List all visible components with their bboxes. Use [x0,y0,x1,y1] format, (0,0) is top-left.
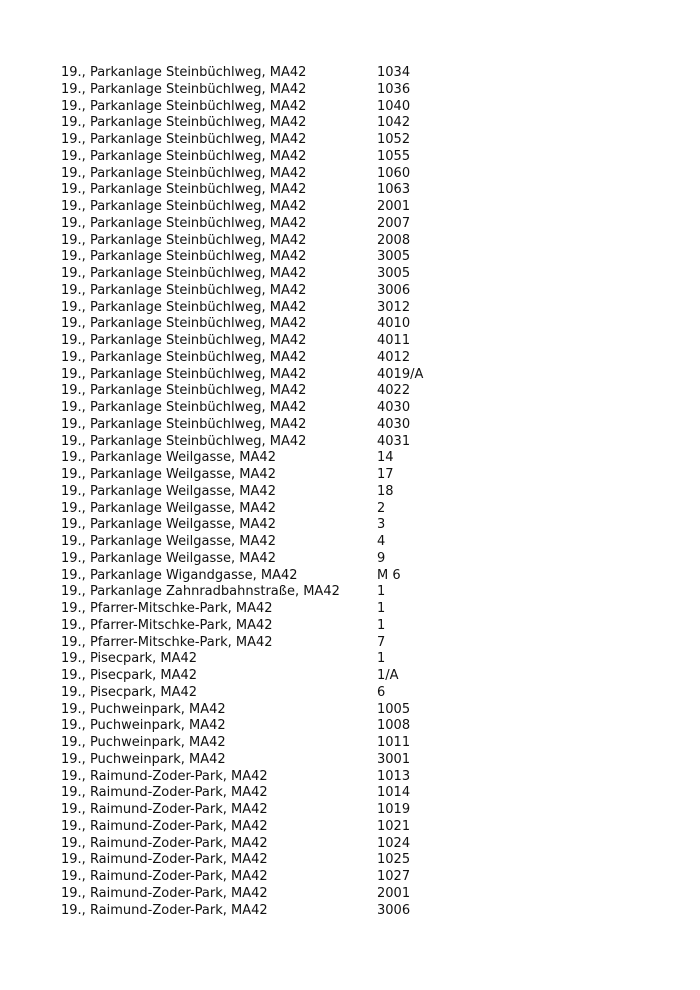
entry-number: 3006 [377,902,411,918]
location-text: 19., Parkanlage Steinbüchlweg, MA42 [61,299,307,315]
entry-number: 14 [377,450,394,466]
list-item [61,785,661,802]
entry-number: 1 [377,651,386,667]
location-text: 19., Puchweinpark, MA42 [61,701,226,717]
entry-number: 1019 [377,802,411,817]
list-item [61,233,661,250]
location-text: 19., Raimund-Zoder-Park, MA42 [61,818,268,834]
location-text: 19., Parkanlage Steinbüchlweg, MA42 [61,98,307,114]
location-text: 19., Parkanlage Steinbüchlweg, MA42 [61,182,307,198]
entry-number: 9 [377,550,386,566]
list-item [61,149,661,166]
entry-number: 1027 [377,869,411,884]
list-item [61,65,661,82]
entry-number: 2008 [377,232,411,248]
list-item [61,836,661,853]
entry-number: 1052 [377,132,411,147]
list-item [61,886,661,903]
entry-number: 6 [377,684,386,700]
location-text: 19., Parkanlage Steinbüchlweg, MA42 [61,148,307,164]
entry-number: 4022 [377,383,411,399]
list-item [61,367,661,384]
entry-number: 1 [377,584,386,600]
location-text: 19., Parkanlage Steinbüchlweg, MA42 [61,132,307,147]
location-text: 19., Parkanlage Weilgasse, MA42 [61,467,276,482]
list-item [61,216,661,233]
location-text: 19., Pfarrer-Mitschke-Park, MA42 [61,617,273,633]
entry-number: 17 [377,467,394,482]
entry-number: 3001 [377,751,411,767]
list-item [61,685,661,702]
list-item [61,166,661,183]
entry-number: 2001 [377,199,411,214]
entry-number: 1036 [377,81,411,97]
list-item [61,668,661,685]
list-item [61,300,661,317]
location-text: 19., Parkanlage Steinbüchlweg, MA42 [61,249,307,265]
location-text: 19., Raimund-Zoder-Park, MA42 [61,768,268,784]
list-item [61,618,661,635]
list-item [61,601,661,618]
entry-number: 3005 [377,249,411,265]
list-item [61,769,661,786]
location-text: 19., Parkanlage Steinbüchlweg, MA42 [61,81,307,97]
list-item [61,635,661,652]
list-item [61,534,661,551]
entry-number: 2001 [377,885,411,901]
location-text: 19., Parkanlage Weilgasse, MA42 [61,450,276,466]
entry-number: 3012 [377,299,411,315]
location-text: 19., Pfarrer-Mitschke-Park, MA42 [61,634,273,650]
location-text: 19., Puchweinpark, MA42 [61,735,226,750]
entry-number: 4010 [377,316,411,332]
list-item [61,551,661,568]
location-text: 19., Parkanlage Steinbüchlweg, MA42 [61,433,307,449]
entry-number: 1042 [377,115,411,131]
entry-number: 1025 [377,852,411,868]
location-text: 19., Parkanlage Steinbüchlweg, MA42 [61,366,307,382]
location-text: 19., Pfarrer-Mitschke-Park, MA42 [61,601,273,616]
location-text: 19., Parkanlage Steinbüchlweg, MA42 [61,282,307,298]
list-item [61,82,661,99]
list-item [61,249,661,266]
location-text: 19., Raimund-Zoder-Park, MA42 [61,869,268,884]
list-item [61,484,661,501]
entry-number: 3 [377,517,386,533]
list-item [61,802,661,819]
location-text: 19., Parkanlage Zahnradbahnstraße, MA42 [61,584,340,600]
entry-number: 1 [377,617,386,633]
list-item [61,903,661,920]
location-text: 19., Parkanlage Weilgasse, MA42 [61,517,276,533]
location-text: 19., Raimund-Zoder-Park, MA42 [61,785,268,801]
entry-number: 1034 [377,65,411,80]
list-item [61,350,661,367]
entry-number: 1060 [377,165,411,181]
location-text: 19., Puchweinpark, MA42 [61,751,226,767]
list-item [61,182,661,199]
list-item [61,417,661,434]
location-text: 19., Parkanlage Steinbüchlweg, MA42 [61,65,307,80]
entry-number: 4019/A [377,366,424,382]
entry-number: 4030 [377,416,411,432]
list-item [61,819,661,836]
list-item [61,283,661,300]
location-text: 19., Parkanlage Weilgasse, MA42 [61,483,276,499]
entry-number: 4030 [377,400,411,415]
list-item [61,752,661,769]
entry-number: 1008 [377,718,411,734]
entry-number: 1/A [377,668,399,683]
entry-number: 1014 [377,785,411,801]
list-item [61,132,661,149]
entry-number: 1024 [377,835,411,851]
location-text: 19., Raimund-Zoder-Park, MA42 [61,902,268,918]
location-text: 19., Parkanlage Steinbüchlweg, MA42 [61,232,307,248]
list-item [61,450,661,467]
entry-number: 2 [377,500,386,516]
location-text: 19., Raimund-Zoder-Park, MA42 [61,802,268,817]
location-text: 19., Parkanlage Weilgasse, MA42 [61,500,276,516]
list-item [61,568,661,585]
location-text: 19., Parkanlage Steinbüchlweg, MA42 [61,416,307,432]
entry-number: 3006 [377,282,411,298]
list-item [61,115,661,132]
entry-number: 1011 [377,735,411,750]
list-item [61,199,661,216]
location-text: 19., Puchweinpark, MA42 [61,718,226,734]
location-text: 19., Raimund-Zoder-Park, MA42 [61,885,268,901]
list-item [61,501,661,518]
entry-number: 1040 [377,98,411,114]
location-text: 19., Parkanlage Steinbüchlweg, MA42 [61,400,307,415]
entry-number: 18 [377,483,394,499]
entry-number: 2007 [377,215,411,231]
entry-number: 1005 [377,701,411,717]
location-text: 19., Raimund-Zoder-Park, MA42 [61,835,268,851]
list-item [61,434,661,451]
location-text: 19., Parkanlage Steinbüchlweg, MA42 [61,215,307,231]
entry-number: 7 [377,634,386,650]
list-item [61,517,661,534]
location-text: 19., Parkanlage Steinbüchlweg, MA42 [61,383,307,399]
list-item [61,400,661,417]
list-item [61,718,661,735]
list-item [61,99,661,116]
location-text: 19., Parkanlage Wigandgasse, MA42 [61,567,298,583]
location-list [61,65,661,919]
list-item [61,852,661,869]
location-text: 19., Parkanlage Steinbüchlweg, MA42 [61,165,307,181]
entry-number: 1063 [377,182,411,198]
location-text: 19., Parkanlage Steinbüchlweg, MA42 [61,266,307,281]
entry-number: M 6 [377,567,401,583]
location-text: 19., Raimund-Zoder-Park, MA42 [61,852,268,868]
location-text: 19., Parkanlage Steinbüchlweg, MA42 [61,349,307,365]
list-item [61,869,661,886]
list-item [61,316,661,333]
list-item [61,651,661,668]
list-item [61,702,661,719]
entry-number: 4011 [377,333,411,348]
location-text: 19., Pisecpark, MA42 [61,668,198,683]
list-item [61,266,661,283]
list-item [61,735,661,752]
entry-number: 1021 [377,818,411,834]
list-item [61,584,661,601]
entry-number: 1013 [377,768,411,784]
location-text: 19., Parkanlage Steinbüchlweg, MA42 [61,199,307,214]
entry-number: 4 [377,534,386,549]
entry-number: 1055 [377,148,411,164]
list-item [61,333,661,350]
location-text: 19., Pisecpark, MA42 [61,684,198,700]
entry-number: 3005 [377,266,411,281]
location-text: 19., Parkanlage Weilgasse, MA42 [61,550,276,566]
location-text: 19., Parkanlage Steinbüchlweg, MA42 [61,333,307,348]
list-item [61,467,661,484]
list-item [61,383,661,400]
entry-number: 4031 [377,433,411,449]
entry-number: 1 [377,601,386,616]
entry-number: 4012 [377,349,411,365]
location-text: 19., Parkanlage Steinbüchlweg, MA42 [61,316,307,332]
location-text: 19., Parkanlage Steinbüchlweg, MA42 [61,115,307,131]
location-text: 19., Pisecpark, MA42 [61,651,198,667]
location-text: 19., Parkanlage Weilgasse, MA42 [61,534,276,549]
